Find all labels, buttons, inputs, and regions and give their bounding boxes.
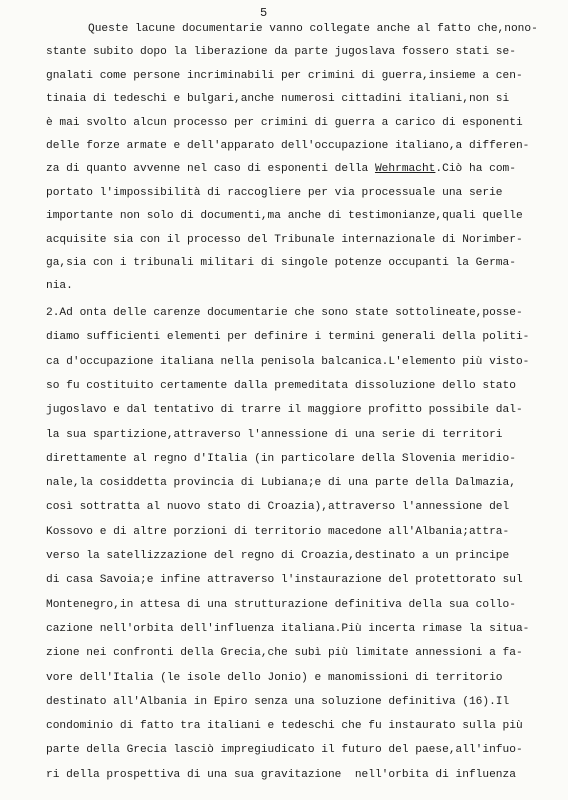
page-number: 5 [260, 6, 268, 20]
text-line: za di quanto avvenne nel caso di esponenti della Wehrmacht.Ciò ha com- [46, 163, 516, 176]
text-line: importante non solo di documenti,ma anche di testimonianze,quali quelle [46, 210, 523, 223]
text-line: acquisite sia con il processo del Tribunale internazionale di Norimber- [46, 233, 523, 246]
text-line: nia. [46, 280, 73, 293]
text-line: parte della Grecia lasciò impregiudicato il futuro del paese,all'infuo- [46, 744, 523, 757]
text-line: so fu costituito certamente dalla premeditata dissoluzione dello stato [46, 379, 516, 392]
text-line: Queste lacune documentarie vanno collegate anche al fatto che,nono- [88, 23, 538, 35]
text-line: stante subito dopo la liberazione da parte jugoslava fossero stati se- [46, 46, 516, 59]
line-tail: .Ciò ha com- [435, 163, 516, 176]
underlined-word: Wehrmacht [374, 163, 436, 176]
text-line: 2.Ad onta delle carenze documentarie che sono state sottolineate,posse- [46, 307, 523, 319]
text-line: destinato all'Albania in Epiro senza una soluzione definitiva (16).Il [46, 695, 510, 708]
text-line: Montenegro,in attesa di una strutturazione definitiva della sua collo- [46, 598, 516, 611]
text-line: verso la satellizzazione del regno di Croazia,destinato a un principe [46, 550, 510, 562]
text-line: tinaia di tedeschi e bulgari,anche numerosi cittadini italiani,non si [46, 93, 510, 106]
text-line: direttamente al regno d'Italia (in particolare della Slovenia meridio- [46, 452, 516, 465]
text-line: cazione nell'orbita dell'influenza italiana.Più incerta rimase la situa- [46, 622, 530, 635]
text-line: di casa Savoia;e infine attraverso l'instaurazione del protettorato sul [46, 574, 523, 587]
text-line: gnalati come persone incriminabili per crimini di guerra,insieme a cen- [46, 69, 523, 82]
text-line: delle forze armate e dell'apparato dell'occupazione italiano,a differen- [46, 140, 530, 152]
text-line: condominio di fatto tra italiani e tedeschi che fu instaurato sulla più [46, 720, 523, 733]
text-line: è mai svolto alcun processo per crimini di guerra a carico di esponenti [46, 116, 523, 129]
text-line: diamo sufficienti elementi per definire i termini generali della politi- [46, 331, 530, 344]
text-line: ga,sia con i tribunali militari di singole potenze occupanti la Germa- [46, 257, 516, 269]
text-line: ri della prospettiva di una sua gravitazione nell'orbita di influenza [46, 768, 516, 781]
text-line: jugoslavo e dal tentativo di trarre il maggiore profitto possibile dal- [46, 404, 523, 417]
text-line: portato l'impossibilità di raccogliere per via processuale una serie [46, 186, 503, 199]
text-line: nale,la cosiddetta provincia di Lubiana;e di una parte della Dalmazia, [46, 477, 516, 490]
text-line: zione nei confronti della Grecia,che subì più limitate annessioni a fa- [46, 647, 523, 660]
text-line: così sottratta al nuovo stato di Croazia),attraverso l'annessione del [46, 501, 510, 514]
text-line: ca d'occupazione italiana nella penisola balcanica.L'elemento più visto- [46, 355, 530, 368]
text-line: Kossovo e di altre porzioni di territorio macedone all'Albania;attra- [46, 525, 510, 538]
text-line: la sua spartizione,attraverso l'annessione di una serie di territori [46, 428, 503, 441]
text-line: vore dell'Italia (le isole dello Jonio) e manomissioni di territorio [46, 671, 503, 684]
